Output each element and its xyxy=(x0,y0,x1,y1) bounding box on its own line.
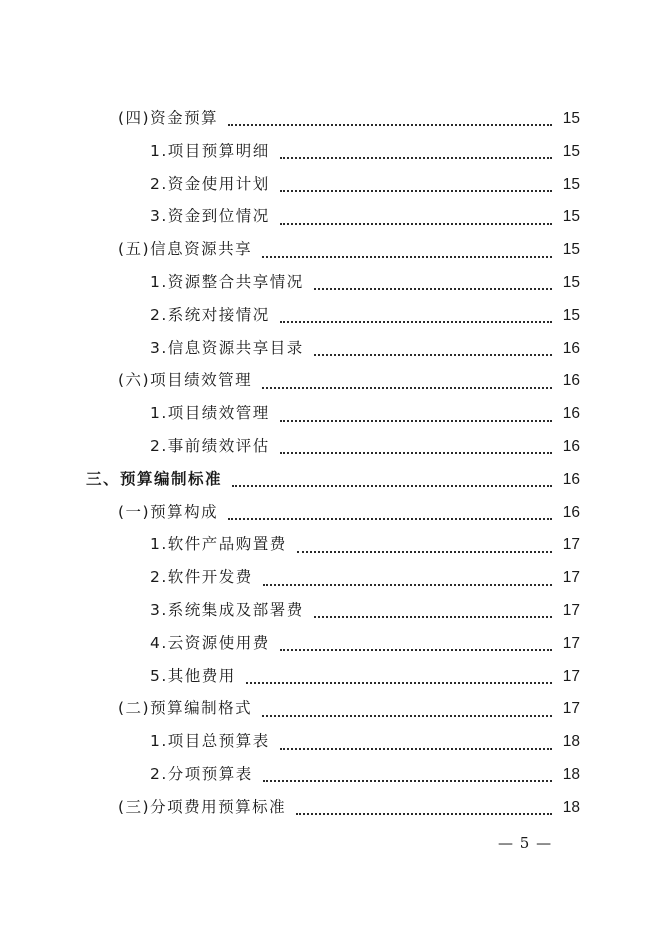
toc-entry-title: 5.其他费用 xyxy=(150,666,236,685)
toc-entry-title: 1.资源整合共享情况 xyxy=(150,272,304,291)
toc-entry-page: 15 xyxy=(562,273,580,291)
toc-entry-title: (二)预算编制格式 xyxy=(118,699,253,718)
toc-entry-title: (六)项目绩效管理 xyxy=(118,371,253,390)
toc-entry[interactable] xyxy=(0,500,580,533)
toc-entry[interactable] xyxy=(0,664,580,697)
toc-dot-leader xyxy=(280,420,552,422)
toc-entry-title: 3.系统集成及部署费 xyxy=(150,600,304,619)
toc-dot-leader xyxy=(232,485,552,487)
toc-entry[interactable] xyxy=(0,631,580,664)
toc-dot-leader xyxy=(280,649,552,651)
toc-entry-title: 1.项目绩效管理 xyxy=(150,404,270,423)
toc-dot-leader xyxy=(263,584,552,586)
toc-entry[interactable] xyxy=(0,172,580,205)
toc-entry[interactable] xyxy=(0,729,580,762)
toc-entry-title: 2.软件开发费 xyxy=(150,568,253,587)
toc-dot-leader xyxy=(297,551,552,553)
toc-entry-page: 16 xyxy=(562,339,580,357)
toc-entry-page: 17 xyxy=(562,536,580,554)
toc-entry-page: 18 xyxy=(562,798,580,816)
toc-dot-leader xyxy=(314,288,552,290)
toc-entry-title: 3.信息资源共享目录 xyxy=(150,338,304,357)
toc-entry[interactable] xyxy=(0,532,580,565)
toc-entry-title: 1.项目预算明细 xyxy=(150,141,270,160)
toc-entry-page: 17 xyxy=(562,601,580,619)
toc-entry[interactable] xyxy=(0,696,580,729)
toc-entry-title: 1.项目总预算表 xyxy=(150,732,270,751)
toc-dot-leader xyxy=(280,452,552,454)
toc-entry[interactable] xyxy=(0,204,580,237)
toc-entry-page: 15 xyxy=(562,241,580,259)
toc-entry-page: 18 xyxy=(562,765,580,783)
toc-entry-page: 17 xyxy=(562,569,580,587)
toc-entry-title: (三)分项费用预算标准 xyxy=(118,797,287,816)
toc-dot-leader xyxy=(280,321,552,323)
toc-entry[interactable] xyxy=(0,565,580,598)
toc-entry-page: 16 xyxy=(562,503,580,521)
toc-entry-page: 15 xyxy=(562,142,580,160)
toc-dot-leader xyxy=(228,518,552,520)
toc-dot-leader xyxy=(262,256,552,258)
toc-entry-title: 2.事前绩效评估 xyxy=(150,436,270,455)
toc-entry-title: 2.系统对接情况 xyxy=(150,305,270,324)
toc-entry-page: 16 xyxy=(562,470,580,488)
toc-entry-page: 15 xyxy=(562,306,580,324)
toc-entry-page: 16 xyxy=(562,437,580,455)
toc-entry-title: (一)预算构成 xyxy=(118,502,219,521)
toc-entry[interactable] xyxy=(0,467,580,500)
toc-entry[interactable] xyxy=(0,598,580,631)
toc-entry-title: (四)资金预算 xyxy=(118,109,219,127)
toc-dot-leader xyxy=(280,190,552,192)
toc-entry-page: 17 xyxy=(562,667,580,685)
toc-entry-title: 2.资金使用计划 xyxy=(150,174,270,193)
toc-entry[interactable] xyxy=(0,795,580,828)
toc-entry-title: 2.分项预算表 xyxy=(150,764,253,783)
toc-entry-title: 1.软件产品购置费 xyxy=(150,535,287,554)
toc-entry[interactable] xyxy=(0,434,580,467)
toc-entry-page: 17 xyxy=(562,634,580,652)
toc-entry[interactable] xyxy=(0,401,580,434)
toc-dot-leader xyxy=(262,387,552,389)
toc-entry-title: 三、预算编制标准 xyxy=(86,469,223,488)
toc-dot-leader xyxy=(280,157,552,159)
toc-entry-title: 4.云资源使用费 xyxy=(150,633,270,652)
toc-dot-leader xyxy=(314,616,552,618)
toc-dot-leader xyxy=(263,780,552,782)
toc-dot-leader xyxy=(280,223,552,225)
toc-entry[interactable] xyxy=(0,139,580,172)
toc-entry-page: 15 xyxy=(562,208,580,226)
table-of-contents xyxy=(0,106,662,828)
toc-entry-page: 17 xyxy=(562,700,580,718)
toc-entry[interactable] xyxy=(0,368,580,401)
toc-entry-page: 15 xyxy=(562,175,580,193)
toc-entry-page: 16 xyxy=(562,372,580,390)
toc-entry-title: 3.资金到位情况 xyxy=(150,207,270,226)
toc-dot-leader xyxy=(246,682,552,684)
toc-entry[interactable] xyxy=(0,336,580,369)
toc-dot-leader xyxy=(262,715,552,717)
page-number: — 5 — xyxy=(498,834,553,852)
toc-entry[interactable] xyxy=(0,106,580,139)
toc-dot-leader xyxy=(314,354,552,356)
toc-entry[interactable] xyxy=(0,270,580,303)
toc-entry[interactable] xyxy=(0,237,580,270)
toc-entry-page: 16 xyxy=(562,405,580,423)
toc-entry-page: 18 xyxy=(562,733,580,751)
toc-entry-title: (五)信息资源共享 xyxy=(118,240,253,259)
toc-dot-leader xyxy=(280,748,552,750)
toc-dot-leader xyxy=(296,813,552,815)
toc-entry[interactable] xyxy=(0,303,580,336)
toc-entry[interactable] xyxy=(0,762,580,795)
toc-entry-page: 15 xyxy=(562,110,580,127)
toc-dot-leader xyxy=(228,124,552,126)
